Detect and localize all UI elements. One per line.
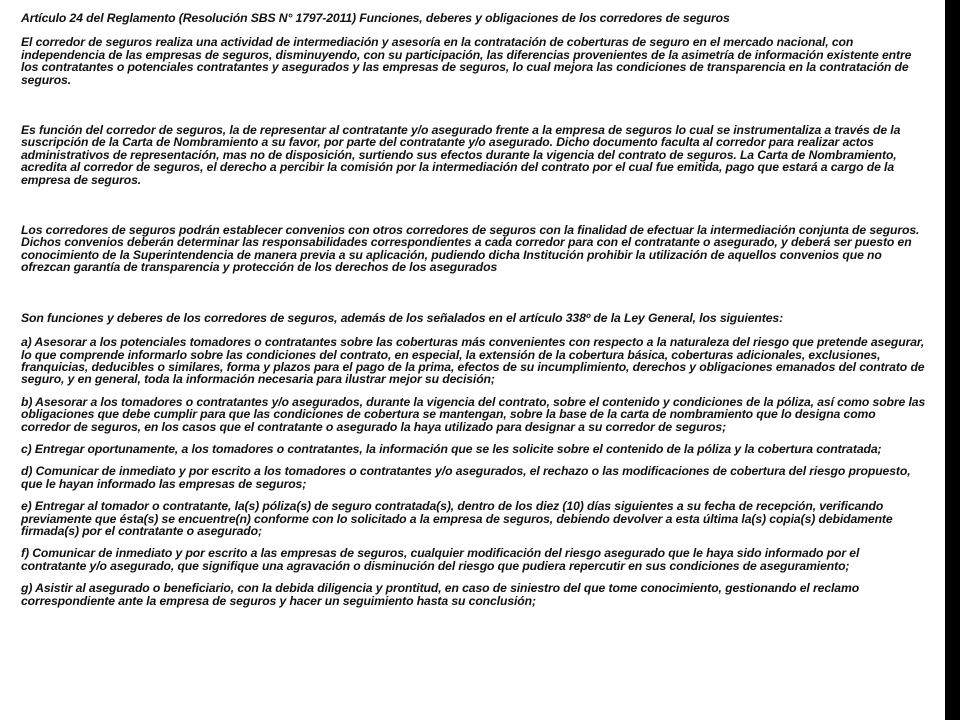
paragraph-function: Es función del corredor de seguros, la de representar al contratante y/o asegurado frente a la empresa de seguros lo cual se instrumentaliza a través de la suscripción de la Carta de Nombramiento a su favor, por parte del contratante y/o asegurado. Dicho documento faculta al corredor para realizar actos administrativos de representación, mas no de disposición, surtiendo sus efectos durante la vigencia del contrato de seguros. La Carta de Nombramiento, acredita al corredor de seguros, el derecho a percibir la comisión por la intermediación del contrato por el cual fue emitida, pago que estará a cargo de la empresa de seguros. — [21, 123, 901, 187]
duty-item-f: f) Comunicar de inmediato y por escrito a las empresas de seguros, cualquier modificación del riesgo asegurado que le haya sido informado por el contratante y/o asegurado, que signifique una agravación o disminución del riesgo que pudiera repercutir en sus condiciones de aseguramiento; — [21, 546, 860, 573]
paragraph-duties-intro: Son funciones y deberes de los corredores de seguros, además de los señalados en el artículo 338º de la Ley General, los siguientes: — [21, 310, 784, 325]
right-edge-bar — [945, 0, 960, 720]
duty-item-g: g) Asistir al asegurado o beneficiario, con la debida diligencia y prontitud, en caso de siniestro del que tome conocimiento, gestionando el reclamo correspondiente ante la empresa de seguros y hacer un seguimiento hasta su conclusión; — [21, 581, 860, 608]
duty-item-e: e) Entregar al tomador o contratante, la(s) póliza(s) de seguro contratada(s), dentro de los diez (10) días siguientes a su fecha de recepción, verificando previamente que ésta(s) se encuentre(n) conforme con lo solicitado a la empresa de seguros, debiendo devolver a esta última la(s) copia(s) debidamente firmada(s) por el contratante o asegurado; — [21, 499, 893, 538]
duty-item-a: a) Asesorar a los potenciales tomadores o contratantes sobre las coberturas más convenientes con respecto a la naturaleza del riesgo que pretende asegurar, lo que comprende informarlo sobre las condiciones del contrato, en especial, la extensión de la cobertura básica, coberturas adicionales, exclusiones, franquicias, deducibles o similares, forma y plazos para el pago de la prima, efectos de su incumplimiento, derechos y obligaciones emanados del contrato de seguro, y en general, toda la información necesaria para ilustrar mejor su decisión; — [21, 335, 925, 387]
paragraph-intro: El corredor de seguros realiza una actividad de intermediación y asesoría en la contratación de coberturas de seguro en el mercado nacional, con independencia de las empresas de seguros, disminuyendo, con su participación, las diferencias provenientes de la asimetría de información existente entre los contratantes o potenciales contratantes y asegurados y las empresas de seguros, lo cual mejora las condiciones de transparencia en la contratación de seguros. — [21, 35, 912, 87]
article-title: Artículo 24 del Reglamento (Resolución SBS N° 1797-2011) Funciones, deberes y obligaciones de los corredores de seguros — [21, 11, 730, 25]
duty-item-d: d) Comunicar de inmediato y por escrito a los tomadores o contratantes y/o asegurados, el rechazo o las modificaciones de cobertura del riesgo propuesto, que le hayan informado las empresas de seguros; — [21, 464, 911, 491]
document-body — [21, 12, 926, 617]
duty-item-c: c) Entregar oportunamente, a los tomadores o contratantes, la información que se les solicite sobre el contenido de la póliza y la cobertura contratada; — [21, 441, 882, 456]
paragraph-agreements: Los corredores de seguros podrán establecer convenios con otros corredores de seguros con la finalidad de efectuar la intermediación conjunta de seguros. Dichos convenios deberán determinar las responsabilidades correspondientes a cada corredor para con el contratante o asegurado, y deberá ser puesto en conocimiento de la Superintendencia de manera previa a su aplicación, pudiendo dicha Institución prohibir la utilización de aquellos convenios que no ofrezcan garantía de transparencia y protección de los derechos de los asegurados — [21, 223, 920, 275]
duty-item-b: b) Asesorar a los tomadores o contratantes y/o asegurados, durante la vigencia del contrato, sobre el contenido y condiciones de la póliza, así como sobre las obligaciones que debe cumplir para que las condiciones de cobertura se mantengan, sobre la base de la carta de nombramiento que lo designa como corredor de seguros, en los casos que el contratante o asegurado la haya utilizado para designar a su corredor de seguros; — [21, 394, 926, 434]
